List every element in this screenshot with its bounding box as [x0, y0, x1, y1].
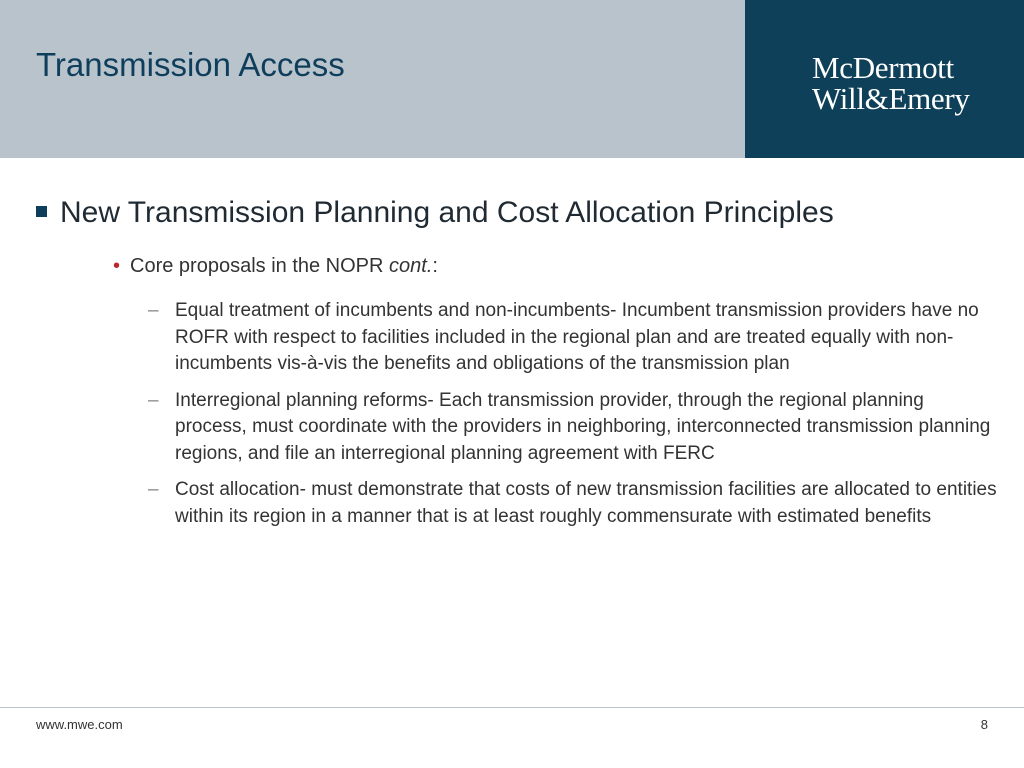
slide-title: Transmission Access — [36, 46, 345, 83]
footer-divider — [0, 707, 1024, 708]
logo-line-2: Will&Emery — [812, 81, 970, 116]
bullet-level-2-text: Core proposals in the NOPR — [130, 255, 390, 277]
square-bullet-icon — [36, 206, 47, 217]
dash-bullet-icon: – — [148, 479, 159, 500]
bullet-level-2 — [113, 255, 438, 278]
bullet-level-3-item — [148, 477, 998, 530]
bullet-level-1-text: New Transmission Planning and Cost Allocation Principles — [60, 196, 834, 229]
bullet-level-3-list — [148, 298, 998, 540]
page-number: 8 — [980, 717, 988, 732]
dot-bullet-icon: • — [113, 255, 121, 277]
bullet-level-2-suffix: : — [432, 255, 438, 277]
dash-bullet-icon: – — [148, 300, 159, 321]
bullet-level-3-text: Cost allocation- must demonstrate that costs of new transmission facilities are allocated to entities within its region in a manner that is at least roughly commensurate with estimated benefits — [175, 479, 997, 527]
bullet-level-3-item — [148, 298, 998, 378]
dash-bullet-icon: – — [148, 389, 159, 411]
footer-url: www.mwe.com — [36, 717, 123, 732]
bullet-level-3-item — [148, 388, 998, 468]
bullet-level-3-text: Interregional planning reforms- Each transmission provider, through the regional planning process, must coordinate with the providers in neighboring, interconnected transmission planning regions, and file an interregional planning agreement with FERC — [175, 389, 991, 464]
logo-line-1: McDermott — [812, 50, 954, 85]
bullet-level-2-italic: cont. — [389, 255, 433, 277]
bullet-level-3-text: Equal treatment of incumbents and non-incumbents- Incumbent transmission providers have no ROFR with respect to facilities included in the regional plan and are treated equally with non-incumbents vis-à-vis the benefits and obligations of the transmission plan — [175, 300, 979, 374]
bullet-level-1 — [36, 196, 834, 230]
